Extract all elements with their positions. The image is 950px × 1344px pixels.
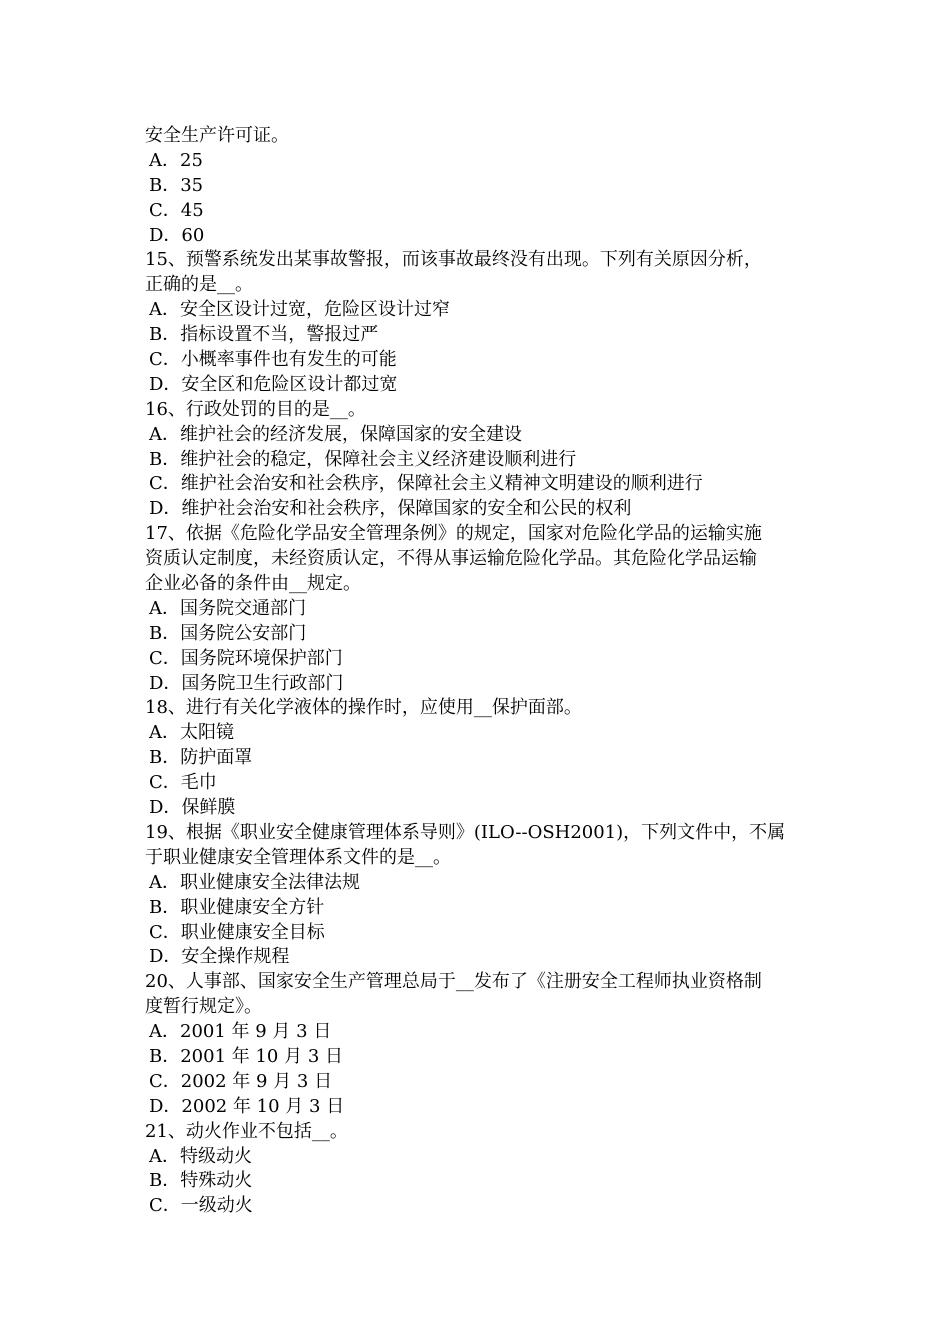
question-text-line: 18、进行有关化学液体的操作时，应使用__保护面部。 [145, 697, 582, 719]
question-text-line: 于职业健康安全管理体系文件的是__。 [145, 846, 451, 868]
answer-option: D．2002 年 10 月 3 日 [149, 1095, 345, 1117]
answer-option: A．特级动火 [149, 1145, 252, 1167]
answer-option: D．维护社会治安和社会秩序，保障国家的安全和公民的权利 [149, 498, 632, 520]
question-text-line: 企业必备的条件由__规定。 [145, 573, 361, 595]
answer-option: D．安全操作规程 [149, 946, 290, 968]
document-page [145, 124, 815, 1219]
answer-option: B．特殊动火 [149, 1170, 253, 1192]
question-text-line: 度暂行规定》。 [145, 996, 262, 1018]
answer-option: B．2001 年 10 月 3 日 [149, 1045, 344, 1067]
question-text-line: 19、根据《职业安全健康管理体系导则》(ILO--OSH2001)，下列文件中，不属 [145, 821, 786, 843]
answer-option: A．职业健康安全法律法规 [149, 871, 360, 893]
answer-option: A．太阳镜 [149, 722, 234, 744]
answer-option: D．安全区和危险区设计都过宽 [149, 373, 398, 395]
answer-option: C．45 [149, 199, 204, 221]
question-text-line: 资质认定制度，未经资质认定，不得从事运输危险化学品。其危险化学品运输 [145, 548, 757, 570]
question-text-line: 16、行政处罚的目的是__。 [145, 398, 366, 420]
question-text-line: 15、预警系统发出某事故警报，而该事故最终没有出现。下列有关原因分析， [145, 249, 762, 271]
question-text-line: 正确的是__。 [145, 274, 253, 296]
answer-option: B．国务院公安部门 [149, 622, 307, 644]
answer-option: C．维护社会治安和社会秩序，保障社会主义精神文明建设的顺利进行 [149, 473, 703, 495]
answer-option: B．职业健康安全方针 [149, 896, 325, 918]
question-text-line: 20、人事部、国家安全生产管理总局于__发布了《注册安全工程师执业资格制 [145, 971, 762, 993]
answer-option: B．指标设置不当，警报过严 [149, 324, 379, 346]
answer-option: A．2001 年 9 月 3 日 [149, 1021, 332, 1043]
answer-option: D．60 [149, 224, 205, 246]
question-text-line: 安全生产许可证。 [145, 125, 289, 146]
answer-option: B．维护社会的稳定，保障社会主义经济建设顺利进行 [149, 448, 577, 470]
answer-option: D．国务院卫生行政部门 [149, 672, 344, 694]
answer-option: B．35 [149, 174, 204, 196]
answer-option: C．国务院环境保护部门 [149, 647, 343, 669]
answer-option: D．保鲜膜 [149, 797, 236, 819]
answer-option: A．安全区设计过宽，危险区设计过窄 [149, 299, 450, 321]
answer-option: A．25 [149, 149, 203, 171]
answer-option: C．毛巾 [149, 772, 217, 794]
answer-option: A．国务院交通部门 [149, 597, 306, 619]
answer-option: C．小概率事件也有发生的可能 [149, 349, 397, 371]
answer-option: C．职业健康安全目标 [149, 921, 325, 943]
answer-option: C．一级动火 [149, 1195, 253, 1217]
answer-option: C．2002 年 9 月 3 日 [149, 1070, 333, 1092]
question-text-line: 17、依据《危险化学品安全管理条例》的规定，国家对危险化学品的运输实施 [145, 523, 762, 545]
answer-option: A．维护社会的经济发展，保障国家的安全建设 [149, 423, 522, 445]
question-text-line: 21、动火作业不包括__。 [145, 1120, 348, 1142]
answer-option: B．防护面罩 [149, 747, 253, 769]
